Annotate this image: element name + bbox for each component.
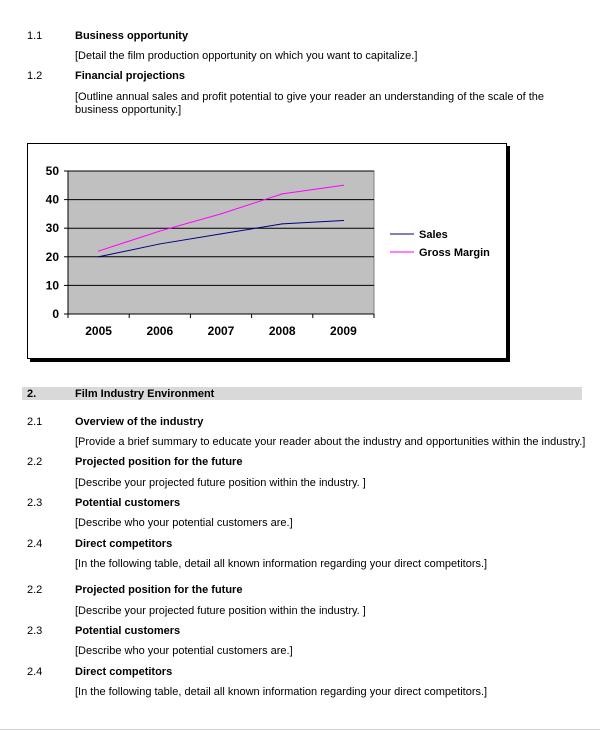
data-point bbox=[159, 230, 160, 231]
subsection-number: 2.2 bbox=[27, 456, 43, 468]
section-title: Film Industry Environment bbox=[75, 388, 215, 400]
subsection-number: 2.3 bbox=[27, 497, 43, 509]
data-point bbox=[343, 185, 344, 186]
subsection-heading: Overview of the industry bbox=[75, 416, 204, 428]
data-point bbox=[220, 213, 221, 214]
subsection-description: [In the following table, detail all known information regarding your direct competitors.] bbox=[75, 558, 488, 570]
data-point bbox=[343, 220, 344, 221]
data-point bbox=[98, 256, 99, 257]
data-point bbox=[282, 193, 283, 194]
subsection-description: [Provide a brief summary to educate your reader about the industry and opportunities within the industry.] bbox=[75, 436, 586, 448]
subsection-number: 2.3 bbox=[27, 625, 43, 637]
subsection-number: 2.2 bbox=[27, 584, 43, 596]
subsection-heading: Projected position for the future bbox=[75, 584, 243, 596]
subsection-heading: Direct competitors bbox=[75, 538, 173, 550]
subsection-description: [In the following table, detail all known information regarding your direct competitors.] bbox=[75, 686, 488, 698]
data-point bbox=[282, 223, 283, 224]
subsection-description: [Describe your projected future position within the industry. ] bbox=[75, 605, 366, 617]
x-tick-label: 2007 bbox=[207, 324, 235, 338]
x-tick-label: 2009 bbox=[330, 324, 357, 338]
subsection-description: [Describe who your potential customers are.] bbox=[75, 645, 293, 657]
subsection-number: 2.4 bbox=[27, 666, 43, 678]
section-heading: Financial projections bbox=[75, 70, 186, 82]
y-tick-label: 30 bbox=[45, 221, 59, 236]
data-point bbox=[98, 250, 99, 251]
subsection-heading: Potential customers bbox=[75, 497, 181, 509]
section-number: 1.1 bbox=[27, 30, 43, 42]
data-point bbox=[159, 243, 160, 244]
y-tick-label: 10 bbox=[45, 278, 59, 293]
y-tick-label: 50 bbox=[45, 164, 59, 178]
legend-label: Gross Margin bbox=[419, 247, 490, 259]
y-tick-label: 0 bbox=[52, 307, 59, 321]
section-number: 1.2 bbox=[27, 70, 43, 82]
financial-chart bbox=[27, 143, 507, 359]
subsection-heading: Potential customers bbox=[75, 625, 181, 637]
subsection-description: [Describe who your potential customers are.] bbox=[75, 517, 293, 529]
y-tick-label: 40 bbox=[45, 192, 59, 207]
plot-area bbox=[68, 171, 374, 314]
section-number: 2. bbox=[27, 388, 37, 400]
y-tick-label: 20 bbox=[45, 249, 59, 264]
x-tick-label: 2006 bbox=[146, 324, 174, 338]
section-heading: Business opportunity bbox=[75, 30, 189, 42]
section-description: [Outline annual sales and profit potential to give your reader an understanding of the scale of the business opportunity.] bbox=[75, 91, 545, 116]
x-tick-label: 2008 bbox=[268, 324, 296, 338]
subsection-number: 2.4 bbox=[27, 538, 43, 550]
data-point bbox=[220, 233, 221, 234]
legend-label: Sales bbox=[419, 229, 448, 241]
subsection-number: 2.1 bbox=[27, 416, 43, 428]
line-chart bbox=[28, 144, 506, 358]
subsection-description: [Describe your projected future position within the industry. ] bbox=[75, 477, 366, 489]
subsection-heading: Projected position for the future bbox=[75, 456, 243, 468]
x-tick-label: 2005 bbox=[85, 324, 112, 338]
subsection-heading: Direct competitors bbox=[75, 666, 173, 678]
section-description: [Detail the film production opportunity on which you want to capitalize.] bbox=[75, 50, 418, 62]
